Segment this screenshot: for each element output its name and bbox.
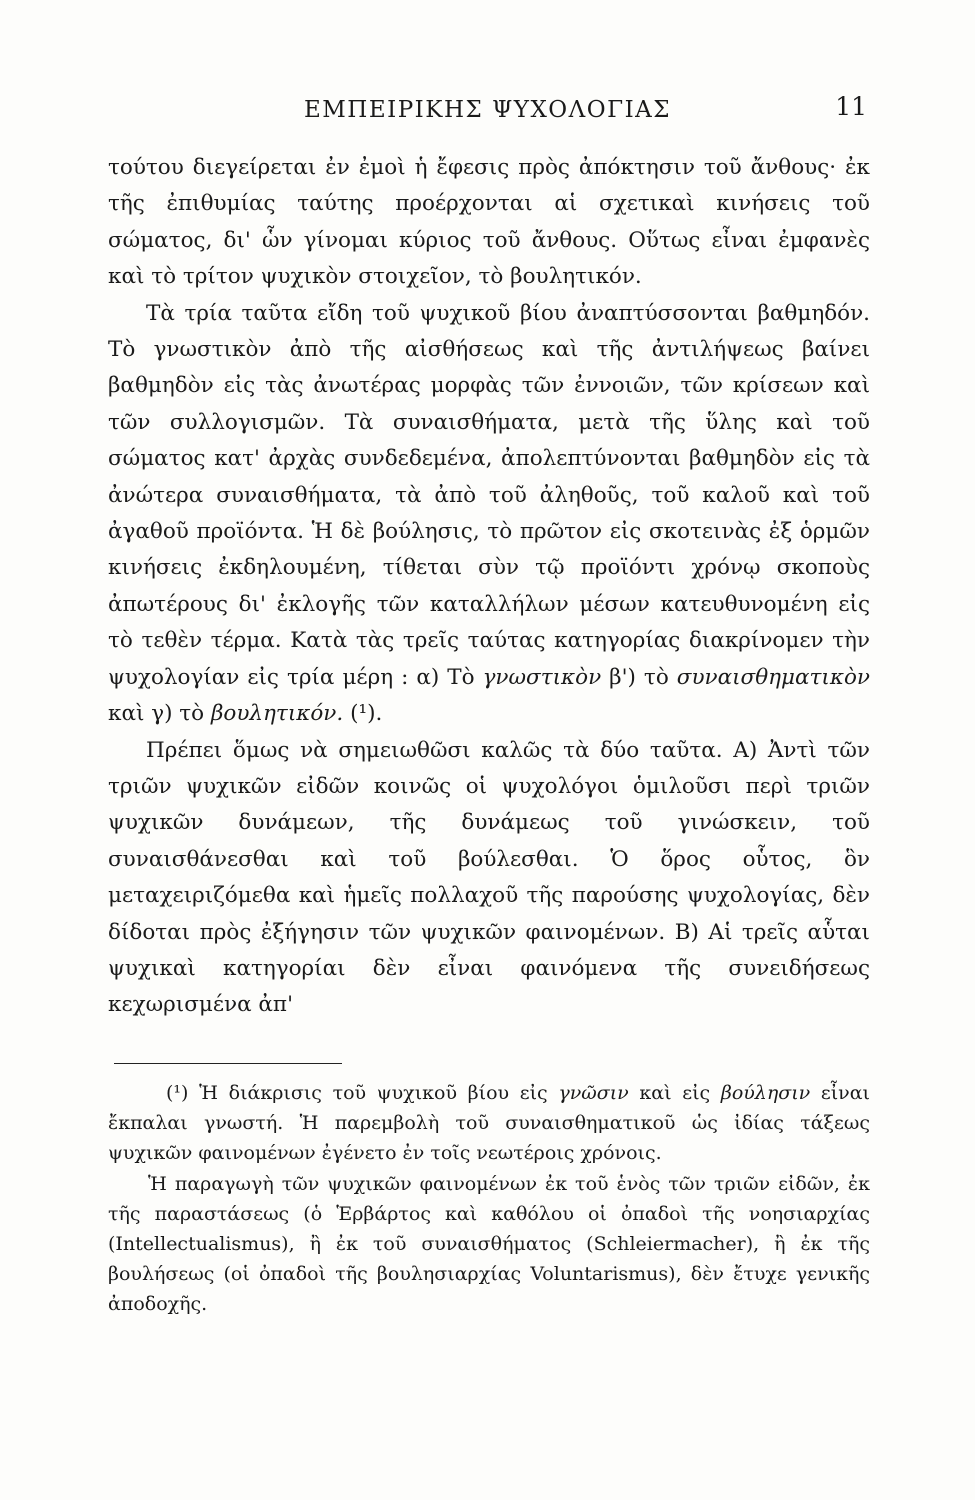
page-number: 11 [835,92,867,121]
footnote-marker: (¹) [166,1082,189,1104]
footnote-paragraph-1 [108,1078,870,1169]
paragraph-three-kinds-text: Τὰ τρία ταῦτα εἴδη τοῦ ψυχικοῦ βίου ἀναπτύσσονται βαθμηδόν. Τὸ γνωστικὸν ἀπὸ τῆς αἰσθήσεως καὶ τῆς ἀντιλήψεως βαίνει βαθμηδὸν εἰς τὰς ἀνωτέρας μορφὰς τῶν ἐννοιῶν, τῶν κρίσεων καὶ τῶν συλλογισμῶν. Τὰ συναισθήματα, μετὰ τῆς ὕλης καὶ τοῦ σώματος κατ' ἀρχὰς συνδεδεμένα, ἀπολεπτύνονται βαθμηδὸν εἰς τὰ ἀνώτερα συναισθήματα, τὰ ἀπὸ τοῦ ἀληθοῦς, τοῦ καλοῦ καὶ τοῦ ἀγαθοῦ προϊόντα. Ἡ δὲ βούλησις, τὸ πρῶτον εἰς σκοτεινὰς ἐξ ὁρμῶν κινήσεις ἐκδηλουμένη, τίθεται σὺν τῷ προϊόντι χρόνῳ σκοποὺς ἀπωτέρους δι' ἐκλογῆς τῶν καταλλήλων μέσων κατευθυνομένη εἰς τὸ τεθὲν τέρμα. Κατὰ τὰς τρεῖς ταύτας κατηγορίας διακρίνομεν τὴν ψυχολογίαν εἰς τρία μέρη : α) Τὸ [108,300,870,690]
term-knowledge: γνῶσιν [558,1082,629,1104]
footnote-reference: (¹). [350,701,383,727]
paragraph-continuation: τούτου διεγείρεται ἐν ἐμοὶ ἡ ἔφεσις πρὸς ἀπόκτησιν τοῦ ἄνθους· ἐκ τῆς ἐπιθυμίας ταύτης προέρχονται αἱ σχετικαὶ κινήσεις τοῦ σώματος, δι' ὧν γίνομαι κύριος τοῦ ἄνθους. Οὕτως εἶναι ἐμφανὲς καὶ τὸ τρίτον ψυχικὸν στοιχεῖον, τὸ βουλητικόν. [108,155,870,290]
footnote-1-text-b: καὶ εἰς [639,1082,711,1104]
term-cognitive: γνωστικὸν [482,664,602,690]
footnote-paragraph-2: Ἡ παραγωγὴ τῶν ψυχικῶν φαινομένων ἐκ τοῦ ἑνὸς τῶν τριῶν εἰδῶν, ἐκ τῆς παραστάσεως (ὁ Ἑρβάρτος καὶ καθόλου οἱ ὀπαδοὶ τῆς νοησιαρχίας (Intellectualismus), ἢ ἐκ τοῦ συναισθήματος (Schleiermacher), ἢ ἐκ τῆς βουλήσεως (οἱ ὀπαδοὶ τῆς βουλησιαρχίας Voluntarismus), δὲν ἔτυχε γενικῆς ἀποδοχῆς. [108,1172,870,1316]
paragraph-remarks: Πρέπει ὅμως νὰ σημειωθῶσι καλῶς τὰ δύο ταῦτα. Α) Ἀντὶ τῶν τριῶν ψυχικῶν εἰδῶν κοινῶς οἱ ψυχολόγοι ὁμιλοῦσι περὶ τριῶν ψυχικῶν δυνάμεων, τῆς δυνάμεως τοῦ γινώσκειν, τοῦ συναισθάνεσθαι καὶ τοῦ βούλεσθαι. Ὁ ὅρος οὗτος, ὃν μεταχειριζόμεθα καὶ ἡμεῖς πολλαχοῦ τῆς παρούσης ψυχολογίας, δὲν δίδοται πρὸς ἐξήγησιν τῶν ψυχικῶν φαινομένων. Β) Αἱ τρεῖς αὗται ψυχικαὶ κατηγορίαι δὲν εἶναι φαινόμενα τῆς συνειδήσεως κεχωρισμένα ἀπ' [108,737,870,1018]
enum-b: β') [609,664,636,690]
running-head [108,90,867,130]
article-to: τὸ [643,664,669,690]
term-volitional: βουλητικόν. [210,701,344,727]
running-title: ΕΜΠΕΙΡΙΚΗΣ ΨΥΧΟΛΟΓΙΑΣ [303,97,672,123]
term-emotional: συναισθηματικὸν [676,664,870,690]
footnote-1-text-a: Ἡ διάκρισις τοῦ ψυχικοῦ βίου εἰς [199,1082,548,1104]
term-will: βούλησιν [720,1082,811,1104]
paragraph-three-kinds [108,296,870,733]
footnote [108,1078,870,1320]
main-text [108,150,870,1024]
footnote-1-text-c: εἶναι ἔκπαλαι γνωστή. Ἡ παρεμβολὴ τοῦ συναισθηματικοῦ ὡς ἰδίας τάξεως ψυχικῶν φαινομένων ἐγένετο ἐν τοῖς νεωτέροις χρόνοις. [108,1082,870,1165]
footnote-rule [114,1063,342,1064]
enum-c: καὶ γ) τὸ [108,701,205,727]
